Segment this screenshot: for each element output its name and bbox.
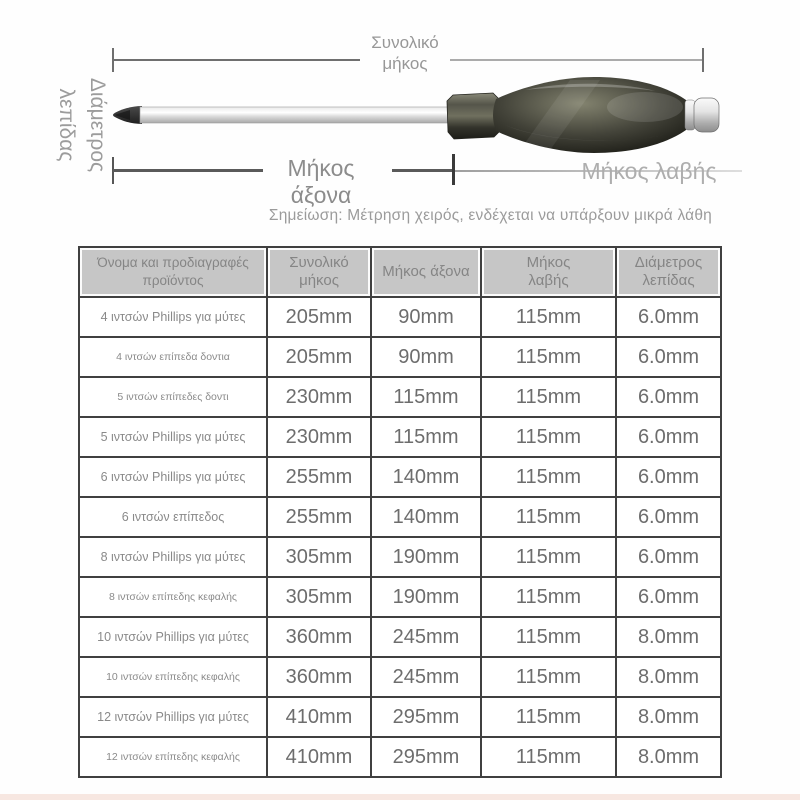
screwdriver-tip bbox=[113, 106, 142, 124]
shaft-length-line-right bbox=[392, 169, 453, 172]
measurement-note: Σημείωση: Μέτρηση χειρός, ενδέχεται να υπάρξουν μικρά λάθη bbox=[268, 207, 712, 224]
blade-diameter-cell: 8.0mm bbox=[616, 737, 721, 777]
table-row bbox=[79, 337, 721, 377]
shaft-length-cell: 245mm bbox=[371, 657, 481, 697]
screwdriver-handle bbox=[493, 77, 689, 153]
shaft-length-cell: 295mm bbox=[371, 737, 481, 777]
table-row bbox=[79, 417, 721, 457]
shaft-length-cell: 115mm bbox=[371, 377, 481, 417]
shaft-length-cell: 190mm bbox=[371, 577, 481, 617]
product-name-cell: 4 ιντσών Phillips για μύτες bbox=[79, 297, 267, 337]
shaft-length-cell: 190mm bbox=[371, 537, 481, 577]
handle-length-cell: 115mm bbox=[481, 337, 616, 377]
total-length-cell: 360mm bbox=[267, 617, 371, 657]
total-length-cell: 410mm bbox=[267, 697, 371, 737]
blade-diameter-cell: 8.0mm bbox=[616, 697, 721, 737]
product-name-cell: 6 ιντσών επίπεδος bbox=[79, 497, 267, 537]
screwdriver-cap bbox=[685, 98, 719, 132]
blade-diameter-cell: 6.0mm bbox=[616, 537, 721, 577]
table-row bbox=[79, 697, 721, 737]
header-handle-length: Μήκος λαβής bbox=[481, 247, 616, 297]
handle-length-cell: 115mm bbox=[481, 297, 616, 337]
handle-length-cell: 115mm bbox=[481, 577, 616, 617]
product-name-cell: 12 ιντσών Phillips για μύτες bbox=[79, 697, 267, 737]
blade-diameter-cell: 8.0mm bbox=[616, 617, 721, 657]
total-length-cell: 410mm bbox=[267, 737, 371, 777]
blade-diameter-cell: 6.0mm bbox=[616, 377, 721, 417]
shaft-length-label: Μήκος άξονα bbox=[287, 155, 355, 208]
table-row bbox=[79, 537, 721, 577]
total-length-right-tick bbox=[702, 48, 704, 72]
header-total-length: Συνολικό μήκος bbox=[267, 247, 371, 297]
total-length-cell: 255mm bbox=[267, 497, 371, 537]
handle-length-cell: 115mm bbox=[481, 697, 616, 737]
product-name-cell: 10 ιντσών Phillips για μύτες bbox=[79, 617, 267, 657]
shaft-length-cell: 140mm bbox=[371, 497, 481, 537]
table-row bbox=[79, 617, 721, 657]
shaft-length-cell: 115mm bbox=[371, 417, 481, 457]
handle-length-cell: 115mm bbox=[481, 497, 616, 537]
handle-length-cell: 115mm bbox=[481, 617, 616, 657]
product-name-cell: 8 ιντσών επίπεδης κεφαλής bbox=[79, 577, 267, 617]
handle-length-label: Μήκος λαβής bbox=[581, 158, 717, 184]
shaft-length-cell: 90mm bbox=[371, 337, 481, 377]
total-length-cell: 205mm bbox=[267, 337, 371, 377]
total-length-line-right bbox=[450, 59, 703, 61]
blade-diameter-cell: 6.0mm bbox=[616, 497, 721, 537]
screwdriver-shaft bbox=[140, 107, 460, 123]
total-length-label: Συνολικό μήκος bbox=[371, 33, 439, 73]
screwdriver-collar bbox=[447, 93, 500, 139]
table-row bbox=[79, 457, 721, 497]
blade-diameter-cell: 6.0mm bbox=[616, 337, 721, 377]
blade-diameter-cell: 6.0mm bbox=[616, 417, 721, 457]
handle-length-cell: 115mm bbox=[481, 457, 616, 497]
shaft-length-cell: 295mm bbox=[371, 697, 481, 737]
total-length-cell: 255mm bbox=[267, 457, 371, 497]
total-length-line-left bbox=[113, 59, 360, 61]
blade-diameter-cell: 8.0mm bbox=[616, 657, 721, 697]
shaft-length-line-left bbox=[113, 169, 263, 172]
product-name-cell: 5 ιντσών επίπεδες δοντι bbox=[79, 377, 267, 417]
shaft-length-cell: 140mm bbox=[371, 457, 481, 497]
product-name-cell: 5 ιντσών Phillips για μύτες bbox=[79, 417, 267, 457]
total-length-cell: 305mm bbox=[267, 537, 371, 577]
product-name-cell: 4 ιντσών επίπεδα δοντια bbox=[79, 337, 267, 377]
handle-length-cell: 115mm bbox=[481, 417, 616, 457]
handle-length-cell: 115mm bbox=[481, 737, 616, 777]
handle-length-cell: 115mm bbox=[481, 657, 616, 697]
blade-diameter-cell: 6.0mm bbox=[616, 577, 721, 617]
table-row bbox=[79, 737, 721, 777]
table-row bbox=[79, 297, 721, 337]
shaft-length-cell: 245mm bbox=[371, 617, 481, 657]
blade-diameter-cell: 6.0mm bbox=[616, 297, 721, 337]
total-length-cell: 205mm bbox=[267, 297, 371, 337]
table-row bbox=[79, 657, 721, 697]
blade-diameter-label: Διάμετρος λεπίδας bbox=[55, 77, 109, 173]
total-length-cell: 360mm bbox=[267, 657, 371, 697]
spec-table bbox=[78, 246, 722, 778]
handle-length-cell: 115mm bbox=[481, 377, 616, 417]
total-length-cell: 305mm bbox=[267, 577, 371, 617]
total-length-cell: 230mm bbox=[267, 377, 371, 417]
product-name-cell: 6 ιντσών Phillips για μύτες bbox=[79, 457, 267, 497]
spec-table-header bbox=[79, 247, 721, 297]
header-product-name: Όνομα και προδιαγραφές προϊόντος bbox=[79, 247, 267, 297]
product-name-cell: 10 ιντσών επίπεδης κεφαλής bbox=[79, 657, 267, 697]
spec-table-body bbox=[79, 297, 721, 777]
table-row bbox=[79, 497, 721, 537]
blade-diameter-cell: 6.0mm bbox=[616, 457, 721, 497]
header-shaft-length: Μήκος άξονα bbox=[371, 247, 481, 297]
table-row bbox=[79, 577, 721, 617]
table-row bbox=[79, 377, 721, 417]
header-blade-diameter: Διάμετρος λεπίδας bbox=[616, 247, 721, 297]
product-name-cell: 12 ιντσών επίπεδης κεφαλής bbox=[79, 737, 267, 777]
total-length-cell: 230mm bbox=[267, 417, 371, 457]
shaft-length-cell: 90mm bbox=[371, 297, 481, 337]
bottom-accent-strip bbox=[0, 794, 800, 800]
handle-length-cell: 115mm bbox=[481, 537, 616, 577]
product-name-cell: 8 ιντσών Phillips για μύτες bbox=[79, 537, 267, 577]
